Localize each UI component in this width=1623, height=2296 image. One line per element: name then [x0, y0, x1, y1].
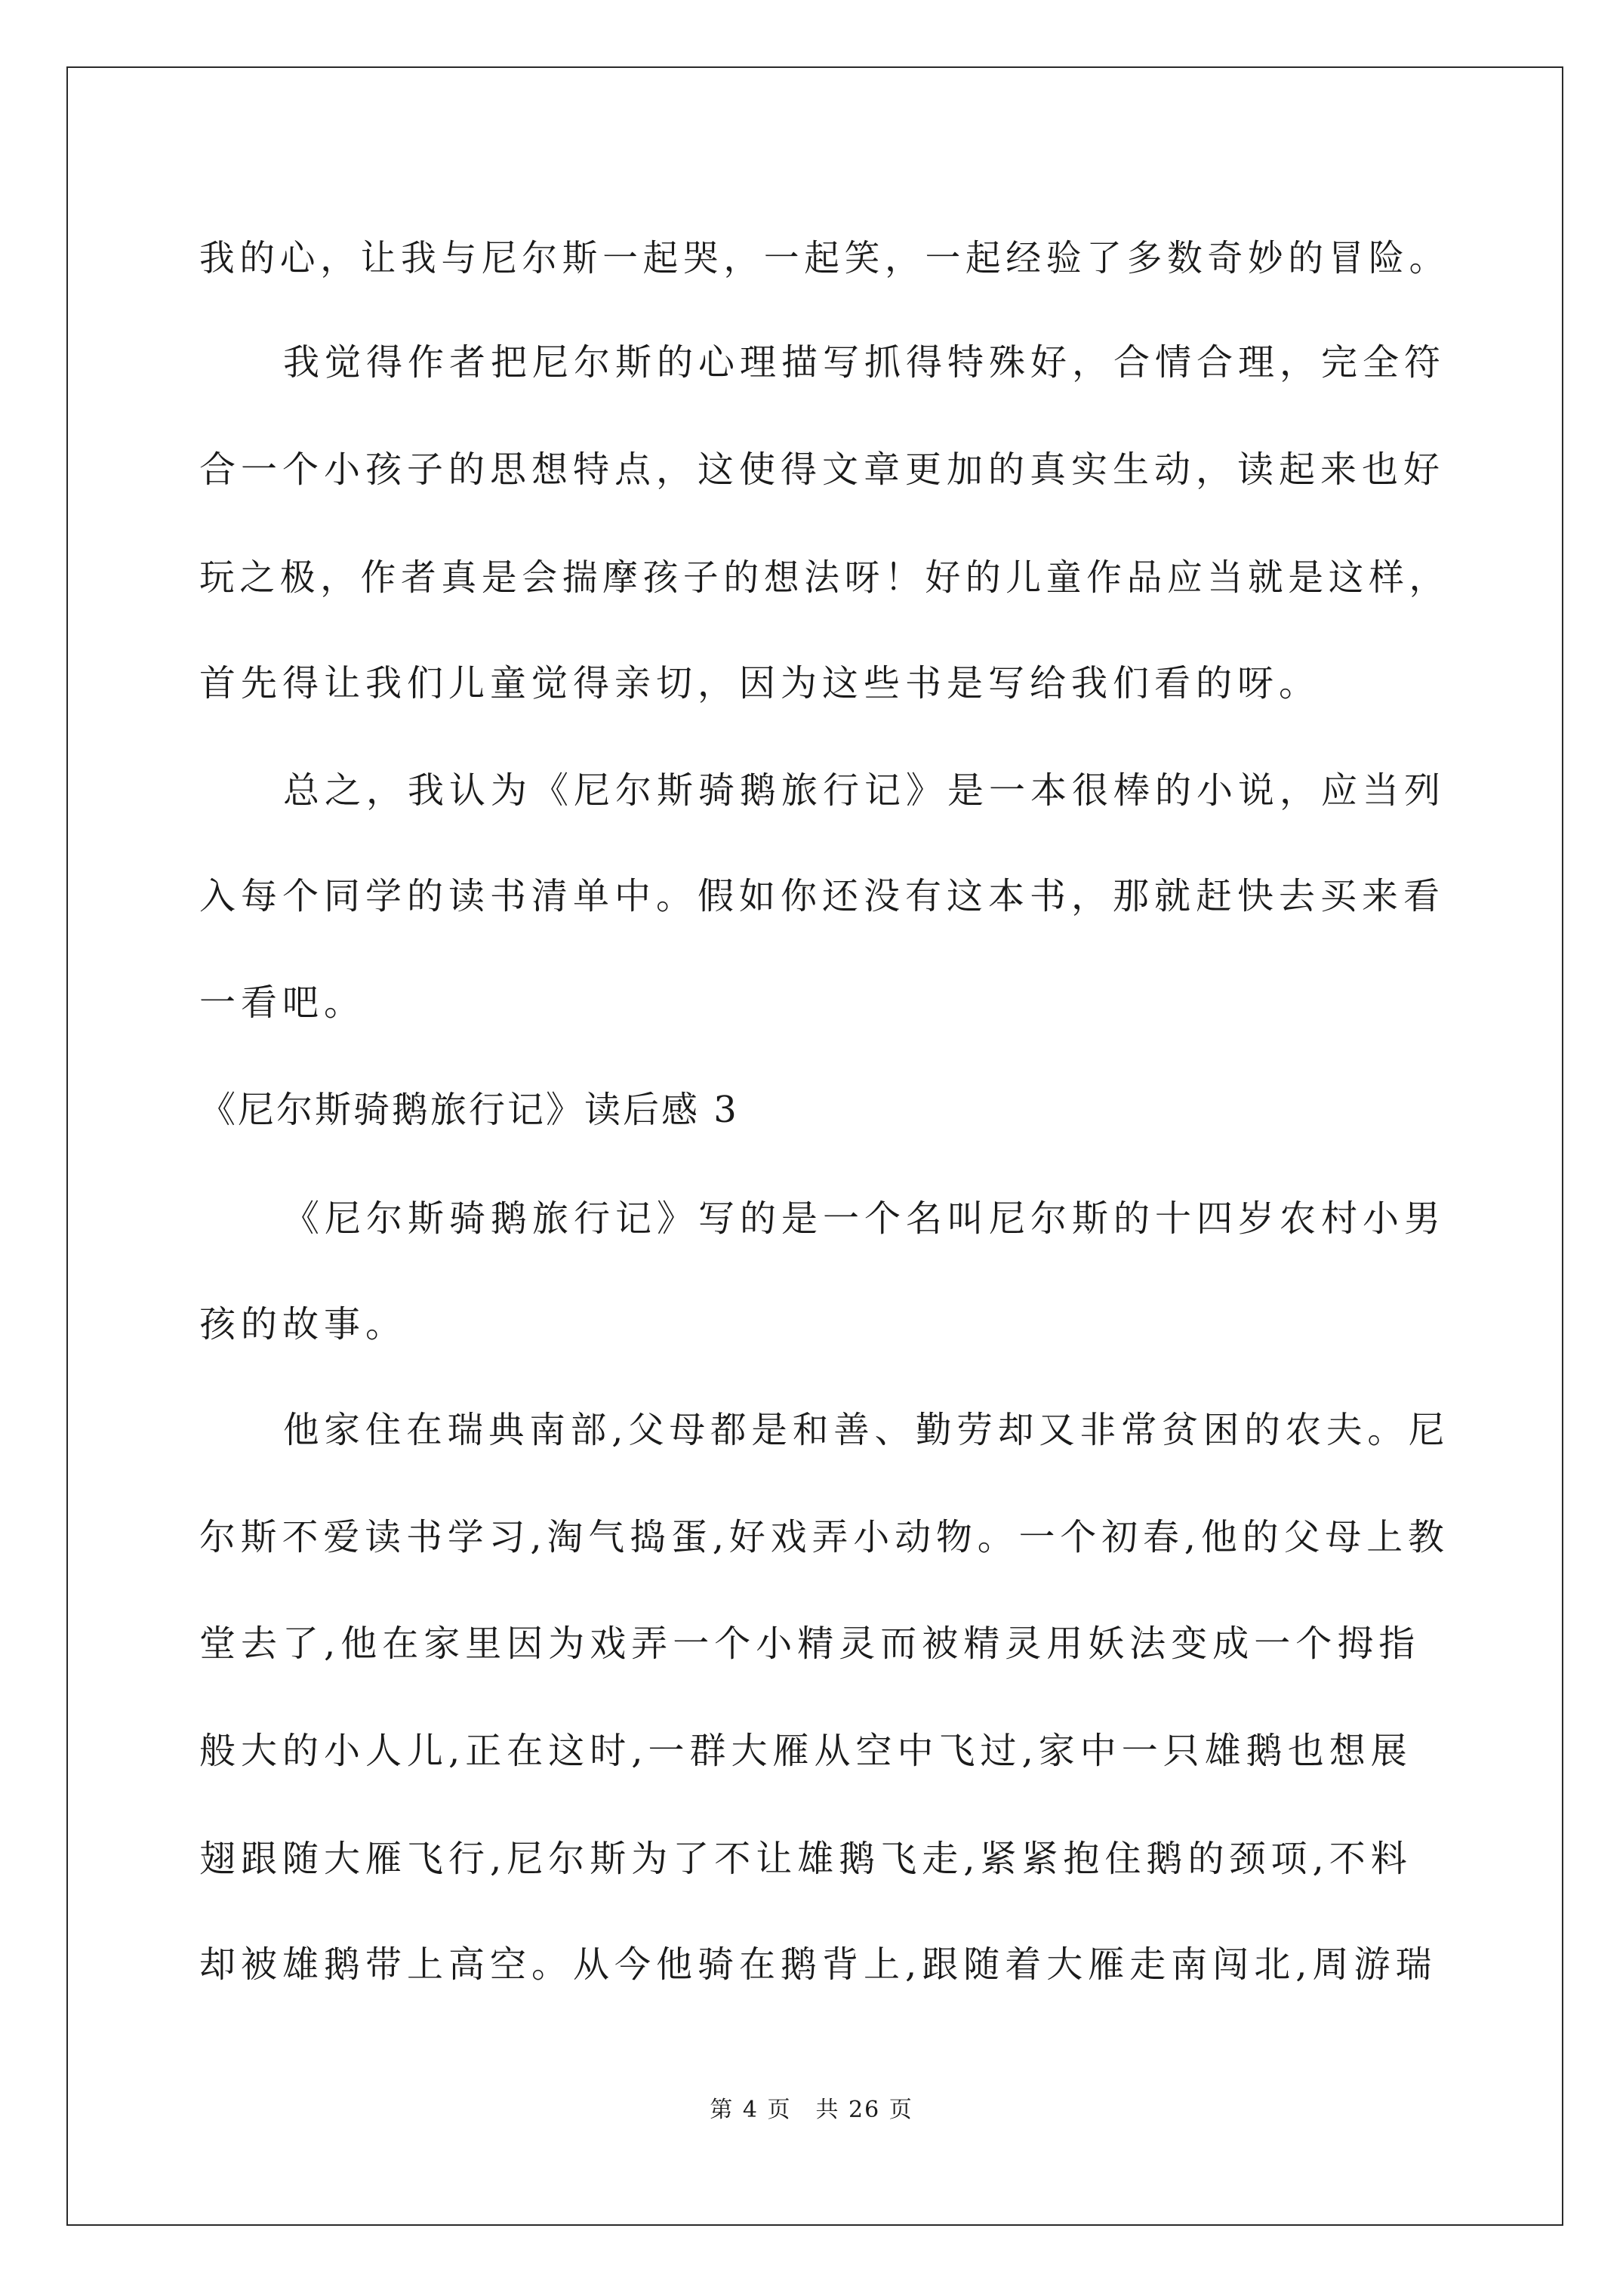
body-text-line: 总之，我认为《尼尔斯骑鹅旅行记》是一本很棒的小说，应当列 [283, 769, 1446, 812]
page-border [66, 66, 1563, 2226]
body-text-line: 《尼尔斯骑鹅旅行记》写的是一个名叫尼尔斯的十四岁农村小男 [283, 1197, 1446, 1240]
body-text-line: 首先得让我们儿童觉得亲切，因为这些书是写给我们看的呀。 [199, 662, 1321, 704]
body-text-line: 他家住在瑞典南部,父母都是和善、勤劳却又非常贫困的农夫。尼 [283, 1409, 1450, 1451]
body-text-line: 一看吧。 [199, 982, 366, 1024]
body-text-line: 孩的故事。 [199, 1303, 408, 1345]
page-number-footer: 第 4 页 共 26 页 [710, 2097, 913, 2123]
body-text-line: 却被雄鹅带上高空。从今他骑在鹅背上,跟随着大雁走南闯北,周游瑞 [199, 1943, 1437, 1986]
body-text-line: 入每个同学的读书清单中。假如你还没有这本书，那就赶快去买来看 [199, 875, 1446, 917]
body-text-line: 翅跟随大雁飞行,尼尔斯为了不让雄鹅飞走,紧紧抱住鹅的颈项,不料 [199, 1838, 1412, 1880]
section-heading: 《尼尔斯骑鹅旅行记》读后感 3 [199, 1089, 739, 1131]
body-text-line: 合一个小孩子的思想特点，这使得文章更加的真实生动，读起来也好 [199, 448, 1446, 491]
body-text-line: 般大的小人儿,正在这时,一群大雁从空中飞过,家中一只雄鹅也想展 [199, 1730, 1412, 1772]
body-text-line: 尔斯不爱读书学习,淘气捣蛋,好戏弄小动物。一个初春,他的父母上教 [199, 1516, 1449, 1558]
body-text-line: 我的心，让我与尼尔斯一起哭，一起笑，一起经验了多数奇妙的冒险。 [199, 237, 1450, 279]
body-text-line: 我觉得作者把尼尔斯的心理描写抓得特殊好，合情合理，完全符 [283, 341, 1446, 384]
body-text-line: 玩之极，作者真是会揣摩孩子的想法呀！好的儿童作品应当就是这样， [199, 556, 1450, 599]
body-text-line: 堂去了,他在家里因为戏弄一个小精灵而被精灵用妖法变成一个拇指 [199, 1623, 1421, 1665]
